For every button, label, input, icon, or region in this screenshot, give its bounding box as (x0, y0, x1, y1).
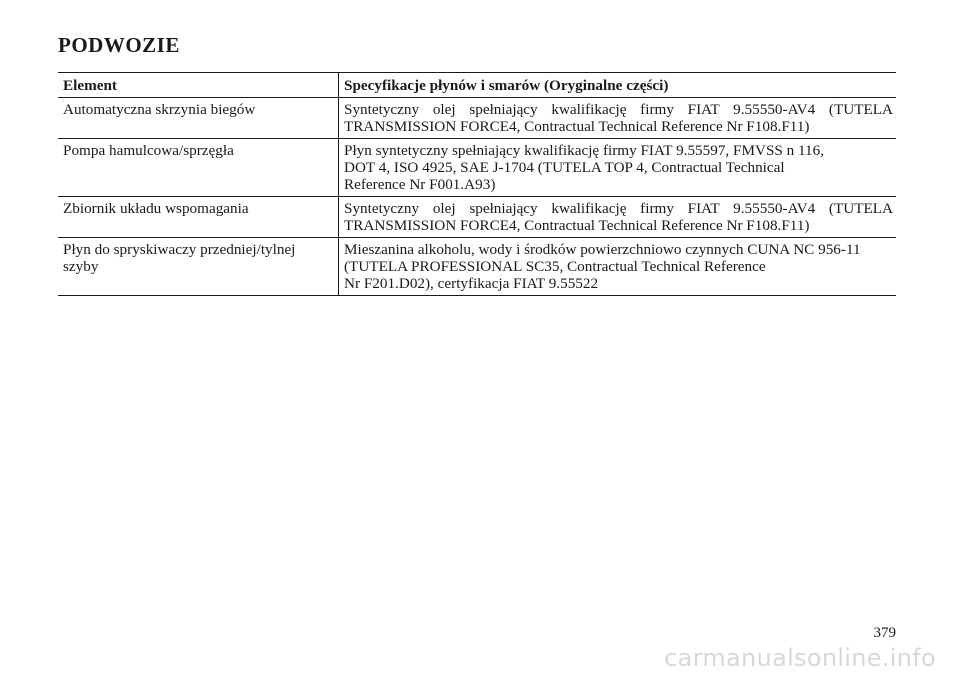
table-row (58, 139, 896, 197)
spec-line: Płyn syntetyczny spełniający kwalifikację firmy FIAT 9.55597, FMVSS n 116, (344, 142, 825, 159)
spec-line: TRANSMISSION FORCE4, Contractual Technical Reference Nr F108.F11) (344, 118, 810, 135)
element-cell: Pompa hamulcowa/sprzęgła (58, 139, 339, 197)
spec-cell (339, 197, 897, 238)
spec-line: Syntetyczny olej spełniający kwalifikację firmy FIAT 9.55550-AV4 (TUTELA (344, 200, 893, 217)
spec-line: Mieszanina alkoholu, wody i środków powierzchniowo czynnych CUNA NC 956-11 (344, 241, 861, 258)
table-header-row (58, 73, 896, 98)
element-line: Płyn do spryskiwaczy przedniej/tylnej (63, 241, 296, 258)
spec-cell (339, 98, 897, 139)
spec-line: Reference Nr F001.A93) (344, 176, 496, 193)
spec-line: TRANSMISSION FORCE4, Contractual Technical Reference Nr F108.F11) (344, 217, 810, 234)
page-number: 379 (873, 625, 896, 641)
spec-line: Syntetyczny olej spełniający kwalifikację firmy FIAT 9.55550-AV4 (TUTELA (344, 101, 893, 118)
element-cell (58, 238, 339, 296)
spec-line: DOT 4, ISO 4925, SAE J-1704 (TUTELA TOP 4, Contractual Technical (344, 159, 785, 176)
element-cell: Zbiornik układu wspomagania (58, 197, 339, 238)
column-header-spec: Specyfikacje płynów i smarów (Oryginalne części) (339, 73, 897, 98)
table-row (58, 197, 896, 238)
spec-cell (339, 238, 897, 296)
watermark-text: carmanualsonline.info (664, 644, 936, 672)
page-title: PODWOZIE (58, 33, 180, 57)
element-cell: Automatyczna skrzynia biegów (58, 98, 339, 139)
spec-cell (339, 139, 897, 197)
fluids-spec-table (58, 72, 896, 296)
table-row (58, 98, 896, 139)
element-line: szyby (63, 258, 99, 275)
table-row (58, 238, 896, 296)
spec-line: Nr F201.D02), certyfikacja FIAT 9.55522 (344, 275, 599, 292)
spec-line: (TUTELA PROFESSIONAL SC35, Contractual Technical Reference (344, 258, 766, 275)
column-header-element: Element (58, 73, 339, 98)
